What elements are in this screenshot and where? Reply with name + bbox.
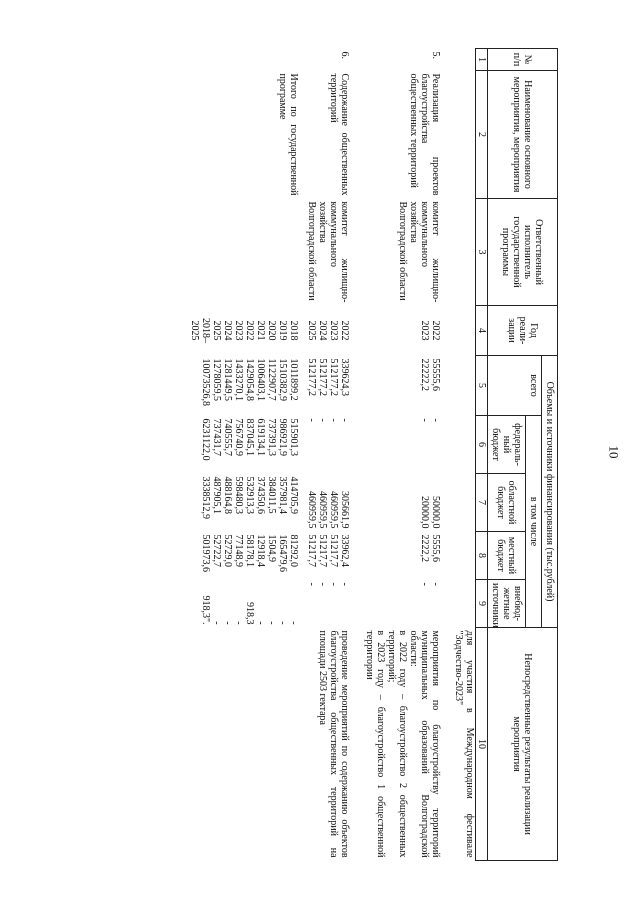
column-number-row	[476, 49, 488, 861]
row-name: Содержание общественных территорий	[328, 73, 350, 196]
table-row	[350, 49, 441, 861]
header-total: всего	[488, 356, 542, 416]
colnum: 1	[476, 49, 488, 71]
colnum: 6	[476, 416, 488, 474]
row-result: проведение мероприятий по содержанию объектов благоустройства общественных территорий на площади 2503 гектара	[317, 630, 350, 858]
colnum: 2	[476, 71, 488, 199]
row-federal: - -	[419, 418, 441, 422]
financing-table	[189, 48, 558, 861]
total-local: 81292,0 165479,6 1504,9 12918,4 58178,1 77148,9 52729,0 52722,7 501973,6	[200, 534, 299, 572]
row-local: 33962,4 51217,7 51217,7 51217,7	[306, 534, 350, 567]
colnum: 10	[476, 628, 488, 861]
row-extra: - - - -	[306, 582, 350, 586]
total-row	[189, 49, 299, 861]
carryover-result: для участия в Международном фестивале "Зодчество-2023"	[453, 630, 475, 858]
header-incl: в том числе	[526, 416, 542, 628]
row-local: 5555,6 2222,2	[419, 534, 441, 562]
total-federal: 515901,3 986921,9 737391,3 619134,1 837045,1 756740,9 740555,7 737431,7 6231122,0	[200, 418, 299, 461]
colnum: 5	[476, 356, 488, 416]
header-year: Год реали-зации	[488, 306, 558, 356]
colnum: 4	[476, 306, 488, 356]
total-regional: 414705,9 357981,4 384011,5 374350,6 532913,3 598480,3 488164,8 487905,1 3338512,9	[200, 476, 299, 519]
carryover-row	[441, 49, 476, 861]
row-federal: - - - -	[306, 418, 350, 422]
page-number: 10	[606, 445, 622, 459]
header-local: местный бюджет	[488, 532, 526, 580]
total-extra: - - - - 918,3 - - - 918,3".	[200, 595, 299, 625]
total-years: 2018 2019 2020 2021 2022 2023 2024 2025 2018–2025	[189, 318, 299, 343]
header-regional: областной бюджет	[488, 474, 526, 532]
table-row	[299, 49, 350, 861]
total-total: 1011899,2 1510382,9 1122907,7 1006403,1 1429054,8 1433270,1 1281449,5 1278059,5 10073526,8	[200, 358, 299, 406]
header-results: Непосредственные результаты реализации мероприятия	[488, 628, 558, 861]
row-executor: комитет жилищно-коммунального хозяйства Волгоградской области	[306, 201, 350, 303]
colnum: 3	[476, 199, 488, 306]
colnum: 8	[476, 532, 488, 580]
row-regional: 305661,9 460959,5 460959,5 460959,5	[306, 491, 350, 529]
row-regional: 50000,0 20000,0	[419, 496, 441, 529]
row-result: мероприятия по благоустройству территорий муниципальных образований Волгоградской области: в 2022 году – благоустройство 2 общественных территорий; в 2023 году – благоустройство 1 общественной территории	[364, 630, 441, 858]
row-total: 55555,6 22222,2	[419, 358, 441, 391]
header-name: Наименование основного мероприятия, мероприятия	[488, 71, 558, 199]
row-num: 5.	[430, 51, 441, 59]
row-num: 6.	[339, 51, 350, 59]
row-years: 2022 2023	[419, 320, 441, 341]
colnum: 7	[476, 474, 488, 532]
row-executor: комитет жилищно-коммунального хозяйства Волгоградской области	[397, 201, 441, 303]
total-name: Итого по государственной программе	[277, 73, 299, 196]
header-row-1	[542, 49, 558, 861]
header-volumes: Объемы и источники финансирования (тыс.рублей)	[542, 356, 558, 628]
header-executor: Ответственный исполнитель государственной программы	[488, 199, 558, 306]
row-years: 2022 2023 2024 2025	[306, 320, 350, 341]
header-num: № п/п	[488, 49, 558, 71]
colnum: 9	[476, 580, 488, 628]
header-federal: федераль-ный бюджет	[488, 416, 526, 474]
header-extra: внебюд-жетные источники	[488, 580, 526, 628]
row-name: Реализация проектов благоустройства общественных территорий	[408, 73, 441, 196]
row-total: 339624,3 512177,2 512177,2 512177,2	[306, 358, 350, 396]
row-extra: - -	[419, 582, 441, 586]
